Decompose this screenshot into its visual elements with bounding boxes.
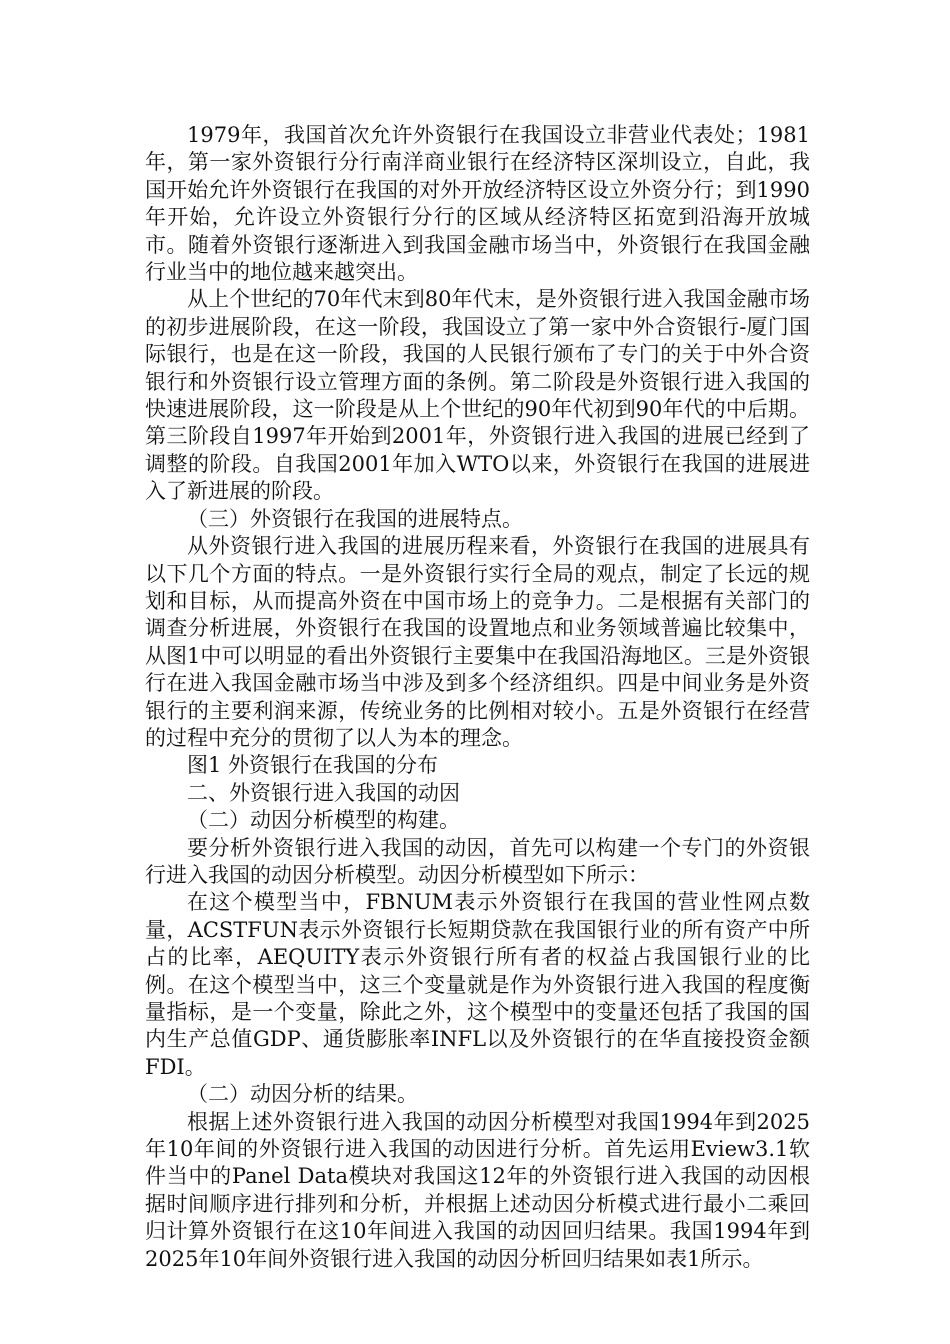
section-heading-motives: 二、外资银行进入我国的动因: [187, 780, 460, 805]
paragraph-history-intro: 1979年，我国首次允许外资银行在我国设立非营业代表处；1981年，第一家外资银行分行南洋商业银行在经济特区深圳设立，自此，我国开始允许外资银行在我国的对外开放经济特区设立外资分行；到1990年开始，允许设立外资银行分行的区域从经济特区拓宽到沿海开放城市。随着外资银行逐渐进入到我国金融市场当中，外资银行在我国金融行业当中的地位越来越突出。: [145, 123, 810, 285]
paragraph-model-intro: 要分析外资银行进入我国的动因，首先可以构建一个专门的外资银行进入我国的动因分析模型。动因分析模型如下所示：: [145, 835, 810, 887]
paragraph-model-variables: 在这个模型当中，FBNUM表示外资银行在我国的营业性网点数量，ACSTFUN表示外资银行长短期贷款在我国银行业的所有资产中所占的比率，AEQUITY表示外资银行所有者的权益占我国银行业的比例。在这个模型当中，这三个变量就是作为外资银行进入我国的程度衡量指标，是一个变量，除此之外，这个模型中的变量还包括了我国的国内生产总值GDP、通货膨胀率INFL以及外资银行的在华直接投资金额FDI。: [145, 890, 810, 1079]
paragraph-development-stages: 从上个世纪的70年代末到80年代末，是外资银行进入我国金融市场的初步进展阶段，在这一阶段，我国设立了第一家中外合资银行-厦门国际银行，也是在这一阶段，我国的人民银行颁布了专门的关于中外合资银行和外资银行设立管理方面的条例。第二阶段是外资银行进入我国的快速进展阶段，这一阶段是从上个世纪的90年代初到90年代的中后期。第三阶段自1997年开始到2001年，外资银行进入我国的进展已经到了调整的阶段。自我国2001年加入WTO以来，外资银行在我国的进展进入了新进展的阶段。: [145, 287, 810, 504]
subsection-heading-model: （二）动因分析模型的构建。: [187, 808, 460, 833]
section-heading-features: （三）外资银行在我国的进展特点。: [187, 506, 523, 531]
paragraph-results: 根据上述外资银行进入我国的动因分析模型对我国1994年到2025年10年间的外资银行进入我国的动因进行分析。首先运用Eview3.1软件当中的Panel Data模块对我国这12年的外资银行进入我国的动因根据时间顺序进行排列和分析，并根据上述动因分析模式进行最小二乘回归计算外资银行在这10年间进入我国的动因回归结果。我国1994年到2025年10年间外资银行进入我国的动因分析回归结果如表1所示。: [145, 1109, 810, 1271]
subsection-heading-results: （二）动因分析的结果。: [187, 1082, 418, 1107]
paragraph-features: 从外资银行进入我国的进展历程来看，外资银行在我国的进展具有以下几个方面的特点。一是外资银行实行全局的观点，制定了长远的规划和目标，从而提高外资在中国市场上的竞争力。二是根据有关部门的调查分析进展，外资银行在我国的设置地点和业务领域普遍比较集中，从图1中可以明显的看出外资银行主要集中在我国沿海地区。三是外资银行在进入我国金融市场当中涉及到多个经济组织。四是中间业务是外资银行的主要利润来源，传统业务的比例相对较小。五是外资银行在经营的过程中充分的贯彻了以人为本的理念。: [145, 534, 810, 750]
document-body: [145, 122, 810, 1273]
figure-caption: 图1 外资银行在我国的分布: [187, 753, 439, 778]
